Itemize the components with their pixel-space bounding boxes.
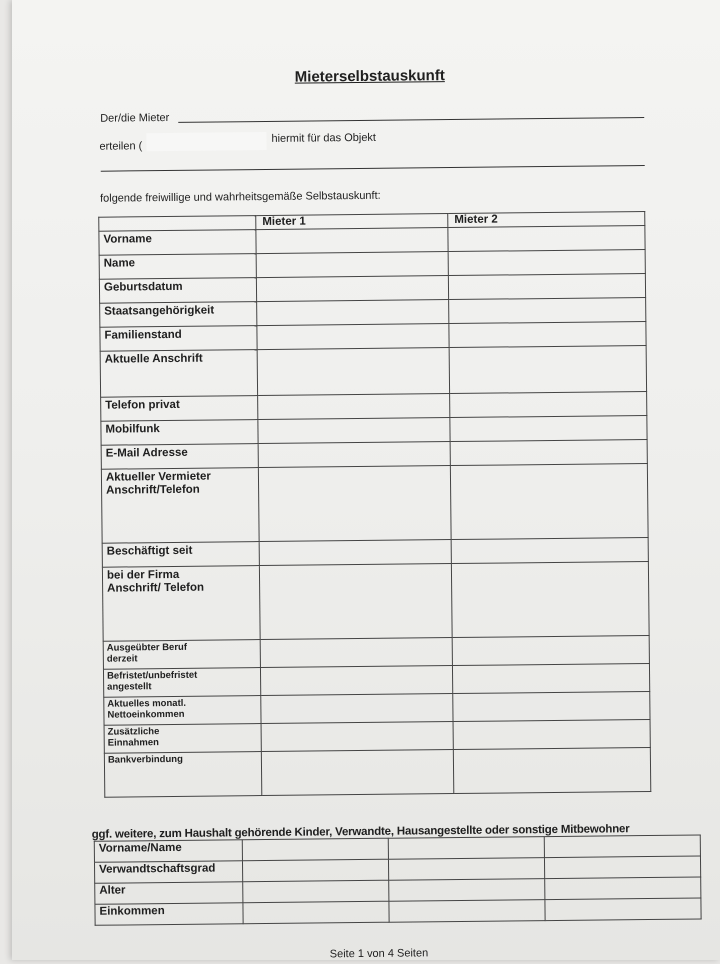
- row-label-firma: bei der Firma Anschrift/ Telefon: [102, 566, 260, 642]
- cell-tenant-1-familienstand[interactable]: [257, 324, 449, 350]
- cell-tenant-2-nettoeinkommen[interactable]: [453, 691, 650, 721]
- cell-tenant-1-beruf[interactable]: [260, 638, 452, 668]
- cell-tenant-1-telefon-privat[interactable]: [258, 394, 450, 420]
- tenant-info-table: [98, 211, 651, 798]
- occupant-cell[interactable]: [545, 898, 701, 921]
- cell-tenant-2-name[interactable]: [448, 250, 645, 276]
- row-label-bankverbindung: Bankverbindung: [104, 752, 261, 798]
- cell-tenant-1-zusaetzliche-einnahmen[interactable]: [261, 722, 453, 752]
- cell-tenant-2-aktuelle-anschrift[interactable]: [449, 345, 646, 393]
- occupant-cell[interactable]: [544, 835, 700, 858]
- voluntary-label: folgende freiwillige und wahrheitsgemäße Selbstauskunft:: [99, 189, 381, 205]
- occupant-cell[interactable]: [544, 856, 700, 879]
- cell-tenant-2-mobilfunk[interactable]: [450, 415, 647, 441]
- cell-tenant-1-firma[interactable]: [259, 564, 452, 640]
- occupant-cell[interactable]: [243, 880, 389, 903]
- table-row: [100, 345, 646, 397]
- occupants-table: [94, 834, 702, 925]
- occupant-row-label-name: Vorname/Name: [94, 840, 242, 863]
- row-label-beruf: Ausgeübter Beruf derzeit: [103, 640, 260, 670]
- cell-tenant-2-zusaetzliche-einnahmen[interactable]: [453, 719, 650, 749]
- cell-tenant-2-bankverbindung[interactable]: [453, 747, 650, 793]
- row-label-geburtsdatum: Geburtsdatum: [99, 278, 256, 304]
- table-row: [101, 463, 648, 543]
- tenant-label: Der/die Mieter: [100, 111, 170, 125]
- cell-tenant-2-staatsangehoerigkeit[interactable]: [449, 297, 646, 323]
- header-tenant-2: Mieter 2: [448, 212, 645, 228]
- row-label-aktuelle-anschrift: Aktuelle Anschrift: [100, 350, 257, 398]
- document-title: Mieterselbstauskunft: [294, 67, 445, 86]
- grant-prefix-label: erteilen (: [99, 140, 143, 153]
- row-label-zusaetzliche-einnahmen: Zusätzliche Einnahmen: [104, 724, 261, 754]
- occupant-cell[interactable]: [242, 838, 388, 861]
- row-label-nettoeinkommen: Aktuelles monatl. Nettoeinkommen: [104, 696, 261, 726]
- cell-tenant-1-email[interactable]: [258, 442, 450, 468]
- grant-suffix-label: hiermit für das Objekt: [271, 131, 377, 145]
- occupant-cell[interactable]: [388, 858, 544, 881]
- row-label-name: Name: [99, 254, 256, 280]
- cell-tenant-1-befristet[interactable]: [260, 666, 452, 696]
- cell-tenant-1-geburtsdatum[interactable]: [256, 276, 448, 302]
- occupant-cell[interactable]: [389, 879, 545, 902]
- cell-tenant-2-telefon-privat[interactable]: [450, 391, 647, 417]
- cell-tenant-1-bankverbindung[interactable]: [261, 750, 453, 796]
- cell-tenant-1-vorname[interactable]: [256, 228, 448, 254]
- cell-tenant-1-name[interactable]: [256, 252, 448, 278]
- cell-tenant-2-vorname[interactable]: [448, 226, 645, 252]
- occupant-cell[interactable]: [243, 901, 389, 924]
- occupant-row-label-relation: Verwandtschaftsgrad: [94, 861, 242, 884]
- row-label-befristet: Befristet/unbefristet angestellt: [103, 668, 260, 698]
- occupant-row-label-age: Alter: [95, 882, 243, 905]
- row-label-vorname: Vorname: [99, 230, 256, 256]
- cell-tenant-2-aktueller-vermieter[interactable]: [450, 463, 648, 539]
- row-label-familienstand: Familienstand: [100, 326, 257, 352]
- cell-tenant-2-familienstand[interactable]: [449, 321, 646, 347]
- object-line[interactable]: [101, 165, 645, 172]
- cell-tenant-1-aktueller-vermieter[interactable]: [258, 466, 451, 542]
- occupant-cell[interactable]: [388, 837, 544, 860]
- cell-tenant-1-nettoeinkommen[interactable]: [261, 694, 453, 724]
- header-tenant-1: Mieter 1: [256, 214, 448, 230]
- cell-tenant-2-email[interactable]: [450, 439, 647, 465]
- table-row: [102, 561, 649, 641]
- row-label-telefon-privat: Telefon privat: [101, 396, 258, 422]
- occupant-cell[interactable]: [545, 877, 701, 900]
- page-footer: Seite 1 von 4 Seiten: [329, 947, 429, 961]
- occupant-cell[interactable]: [242, 859, 388, 882]
- row-label-staatsangehoerigkeit: Staatsangehörigkeit: [100, 302, 257, 328]
- cell-tenant-2-beruf[interactable]: [452, 635, 649, 665]
- cell-tenant-1-staatsangehoerigkeit[interactable]: [257, 300, 449, 326]
- cell-tenant-2-geburtsdatum[interactable]: [448, 274, 645, 300]
- cell-tenant-2-beschaeftigt-seit[interactable]: [451, 537, 648, 563]
- occupant-cell[interactable]: [389, 900, 545, 923]
- cell-tenant-2-firma[interactable]: [451, 561, 649, 637]
- cell-tenant-2-befristet[interactable]: [452, 663, 649, 693]
- table-row: [104, 747, 650, 797]
- row-label-beschaeftigt-seit: Beschäftigt seit: [102, 542, 259, 568]
- cell-tenant-1-mobilfunk[interactable]: [258, 418, 450, 444]
- cell-tenant-1-aktuelle-anschrift[interactable]: [257, 348, 449, 396]
- row-label-email: E-Mail Adresse: [101, 444, 258, 470]
- row-label-mobilfunk: Mobilfunk: [101, 420, 258, 446]
- occupant-row-label-income: Einkommen: [95, 903, 243, 926]
- row-label-aktueller-vermieter: Aktueller Vermieter Anschrift/Telefon: [101, 468, 259, 544]
- redacted-area: [146, 132, 266, 151]
- occupants-heading: ggf. weitere, zum Haushalt gehörende Kinder, Verwandte, Hausangestellte oder sonstige Mitbewohner: [91, 823, 630, 841]
- cell-tenant-1-beschaeftigt-seit[interactable]: [259, 540, 451, 566]
- tenant-line[interactable]: [178, 117, 644, 123]
